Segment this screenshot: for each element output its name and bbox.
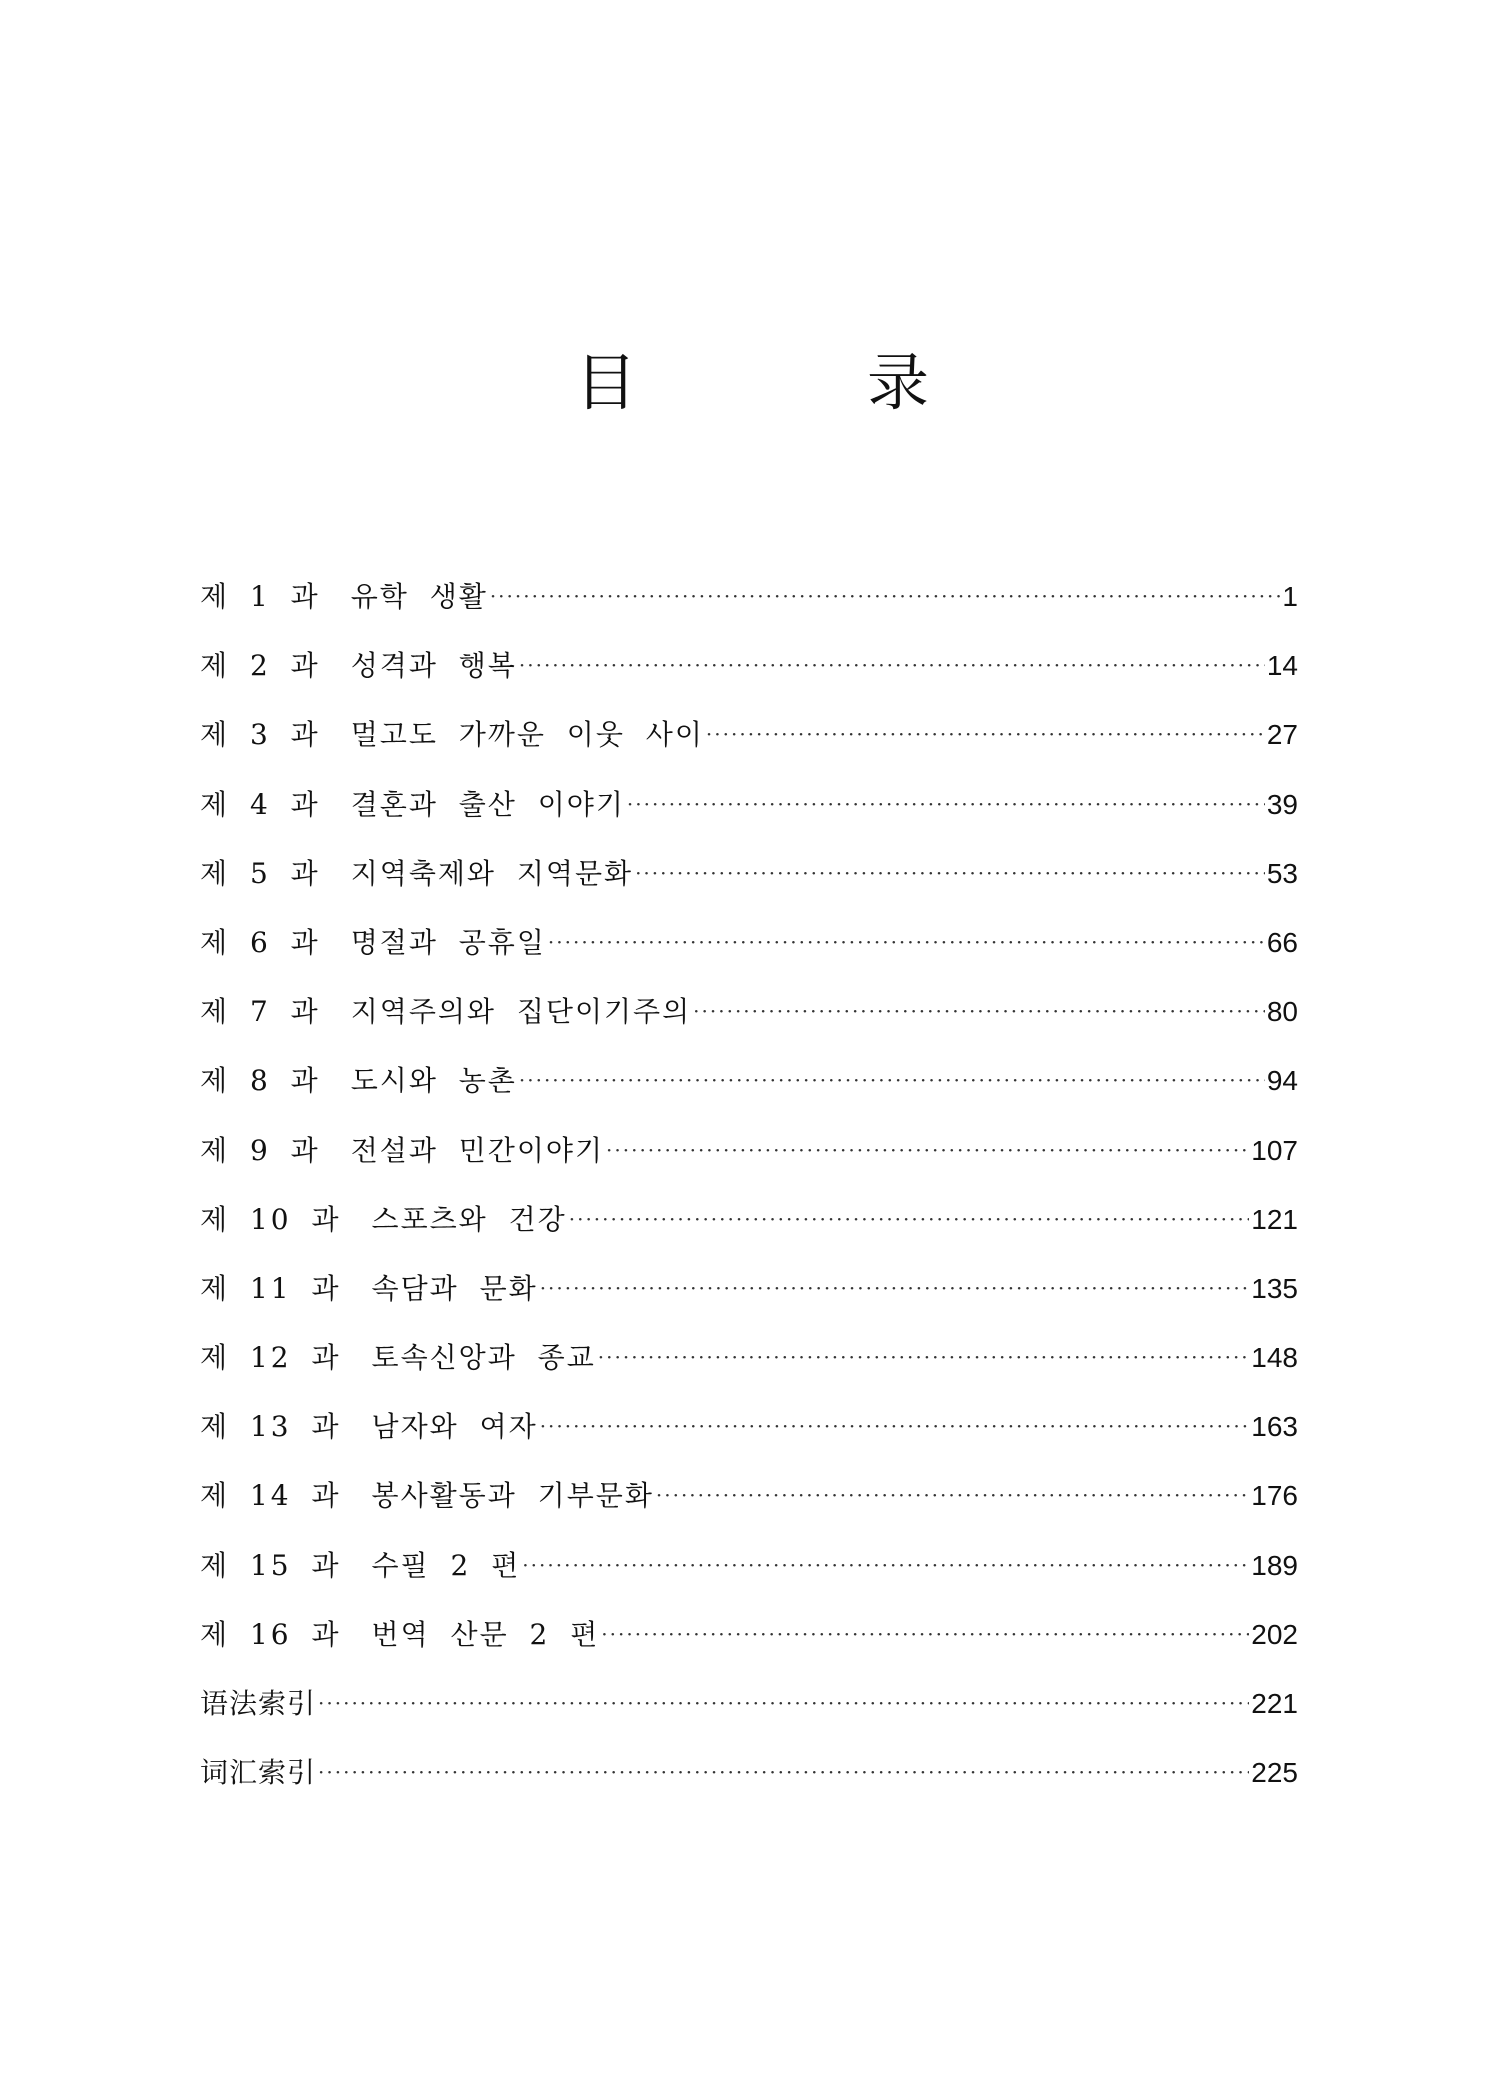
dot-leader: [598, 1337, 1250, 1377]
page-number: 39: [1266, 788, 1298, 820]
lesson-title: 토속신앙과 종교: [371, 1341, 596, 1375]
dot-leader: [693, 991, 1265, 1031]
page-number: 202: [1251, 1618, 1298, 1650]
lesson-title: 성격과 행복: [350, 649, 517, 683]
dot-leader: [627, 784, 1265, 824]
page-number: 189: [1251, 1549, 1298, 1581]
page-number: 148: [1251, 1342, 1298, 1374]
lesson-title: 멀고도 가까운 이웃 사이: [350, 718, 704, 752]
table-of-contents: [200, 577, 1298, 1822]
page-number: 66: [1266, 926, 1298, 958]
lesson-number: 제 11 과: [200, 1271, 342, 1305]
page-number: 94: [1266, 1065, 1298, 1097]
lesson-number: 제 12 과: [200, 1341, 342, 1375]
lesson-title: 수필 2 편: [371, 1548, 521, 1582]
dot-leader: [522, 1545, 1249, 1585]
lesson-title: 유학 생활: [350, 580, 488, 613]
lesson-number: 제 15 과: [200, 1548, 342, 1582]
lesson-title: 전설과 민간이야기: [350, 1133, 605, 1167]
dot-leader: [519, 645, 1265, 685]
toc-entry-vocabulary-index[interactable]: [200, 1753, 1298, 1822]
index-title: 词汇索引: [200, 1756, 317, 1790]
lesson-title: 속담과 문화: [371, 1271, 538, 1305]
lesson-title: 도시와 농촌: [350, 1064, 517, 1098]
lesson-number: 제 6 과: [200, 925, 321, 959]
lesson-title: 봉사활동과 기부문화: [371, 1479, 654, 1513]
lesson-number: 제 1 과: [200, 580, 321, 613]
lesson-number: 제 13 과: [200, 1410, 342, 1444]
page-number: 135: [1251, 1272, 1298, 1304]
dot-leader: [490, 576, 1281, 616]
toc-entry-8[interactable]: [200, 1061, 1298, 1130]
toc-entry-11[interactable]: [200, 1269, 1298, 1338]
toc-entry-12[interactable]: [200, 1338, 1298, 1407]
page-number: 27: [1266, 719, 1298, 751]
dot-leader: [540, 1268, 1250, 1308]
dot-leader: [635, 853, 1265, 893]
lesson-number: 제 7 과: [200, 995, 321, 1029]
lesson-number: 제 3 과: [200, 718, 321, 752]
page-number: 176: [1251, 1480, 1298, 1512]
dot-leader: [569, 1199, 1250, 1239]
page-number: 53: [1266, 857, 1298, 889]
lesson-number: 제 9 과: [200, 1133, 321, 1167]
dot-leader: [601, 1614, 1249, 1654]
toc-entry-13[interactable]: [200, 1407, 1298, 1476]
dot-leader: [318, 1752, 1249, 1792]
page-number: 163: [1251, 1411, 1298, 1443]
lesson-title: 스포츠와 건강: [371, 1202, 567, 1236]
dot-leader: [606, 1130, 1249, 1170]
toc-entry-7[interactable]: [200, 992, 1298, 1061]
dot-leader: [706, 714, 1265, 754]
lesson-title: 지역축제와 지역문화: [350, 856, 634, 890]
dot-leader: [548, 922, 1265, 962]
dot-leader: [540, 1406, 1250, 1446]
dot-leader: [519, 1060, 1265, 1100]
lesson-number: 제 8 과: [200, 1064, 321, 1098]
dot-leader: [656, 1475, 1249, 1515]
lesson-title: 남자와 여자: [371, 1410, 538, 1444]
toc-entry-2[interactable]: [200, 646, 1298, 715]
index-title: 语法索引: [200, 1687, 317, 1720]
lesson-title: 명절과 공휴일: [350, 925, 546, 959]
lesson-number: 제 5 과: [200, 856, 321, 890]
toc-entry-4[interactable]: [200, 785, 1298, 854]
toc-entry-1[interactable]: [200, 577, 1298, 646]
page-title: 目 录: [574, 346, 1013, 419]
toc-entry-10[interactable]: [200, 1200, 1298, 1269]
lesson-title: 지역주의와 집단이기주의: [350, 995, 692, 1029]
toc-entry-5[interactable]: [200, 854, 1298, 923]
lesson-number: 제 10 과: [200, 1202, 342, 1236]
lesson-number: 제 4 과: [200, 787, 321, 821]
page-number: 225: [1251, 1757, 1298, 1789]
dot-leader: [318, 1683, 1249, 1723]
lesson-number: 제 14 과: [200, 1479, 342, 1513]
page-number: 80: [1266, 996, 1298, 1028]
toc-entry-14[interactable]: [200, 1476, 1298, 1545]
toc-entry-6[interactable]: [200, 923, 1298, 992]
page-number: 14: [1266, 650, 1298, 682]
page-number: 221: [1251, 1688, 1298, 1719]
toc-entry-grammar-index[interactable]: [200, 1684, 1298, 1753]
page-number: 107: [1251, 1134, 1298, 1166]
toc-entry-3[interactable]: [200, 715, 1298, 784]
toc-entry-15[interactable]: [200, 1546, 1298, 1615]
lesson-title: 결혼과 출산 이야기: [350, 787, 625, 821]
lesson-number: 제 16 과: [200, 1617, 342, 1651]
lesson-number: 제 2 과: [200, 649, 321, 683]
page-number: 121: [1251, 1203, 1298, 1235]
toc-entry-9[interactable]: [200, 1131, 1298, 1200]
page-number: 1: [1282, 581, 1298, 612]
toc-entry-16[interactable]: [200, 1615, 1298, 1684]
lesson-title: 번역 산문 2 편: [371, 1617, 600, 1651]
